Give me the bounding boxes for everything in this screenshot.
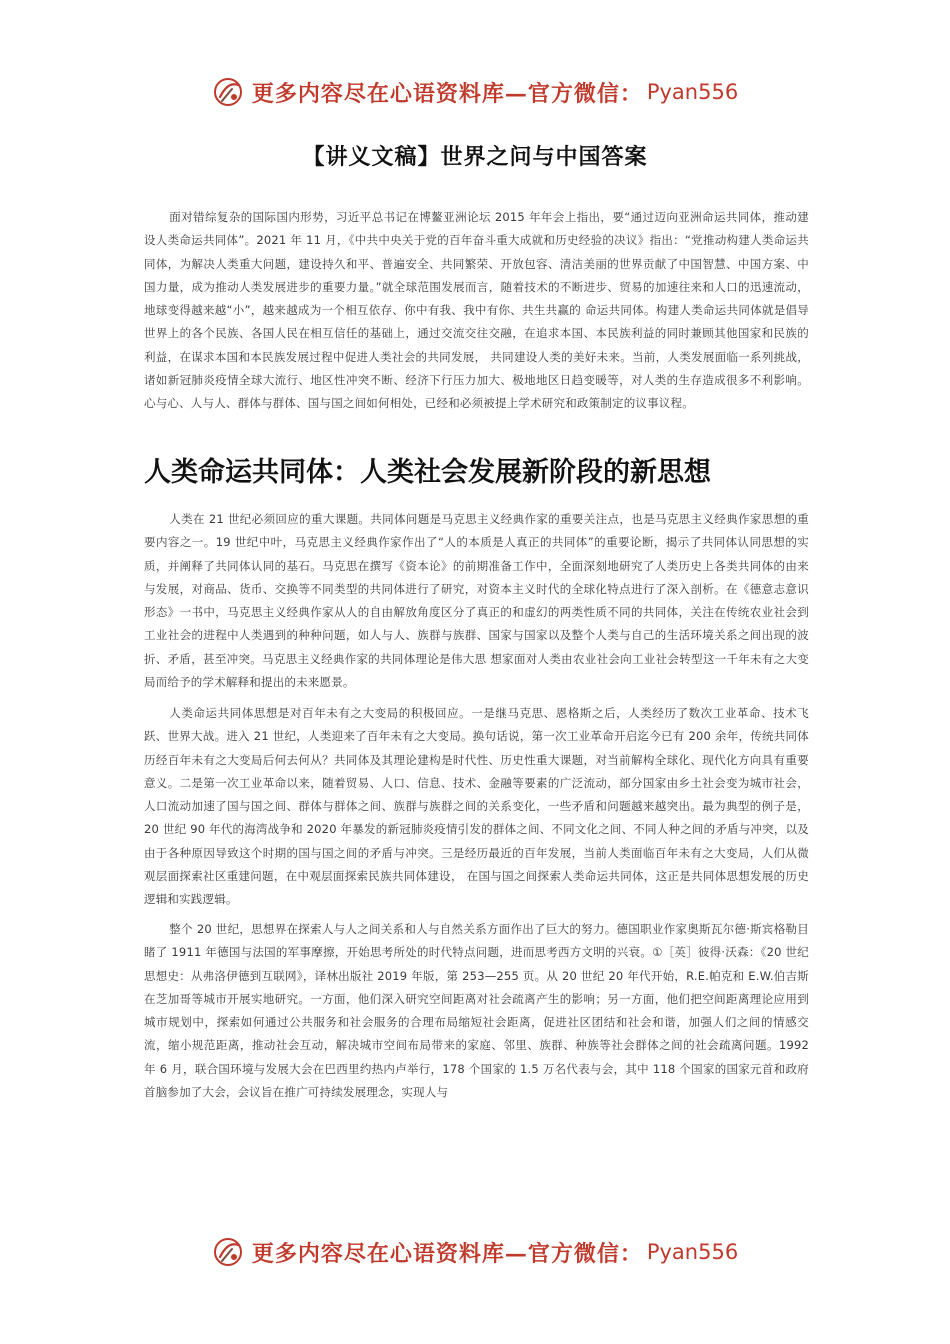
paragraph-block-3 (144, 702, 809, 912)
intro-paragraph-block (144, 206, 809, 416)
brand-logo-icon (212, 1235, 246, 1269)
banner-text: 更多内容尽在心语资料库—官方微信： (251, 1240, 643, 1267)
banner-text: 更多内容尽在心语资料库—官方微信： (251, 80, 643, 107)
paragraph-2: 人类在 21 世纪必须回应的重大课题。共同体问题是马克思主义经典作家的重要关注点，也是马克思主义经典作家思想的重要内容之一。19 世纪中叶，马克思主义经典作家作出了“人的本质是人真正的共同体”的重要论断，揭示了共同体认同思想的实质，并阐释了共同体认同的基石。马克思在撰写《资本论》的前期准备工作中，全面深刻地研究了人类历史上各类共同体的由来与发展，对商品、货币、交换等不同类型的共同体进行了研究，对资本主义时代的全球化特点进行了深入剖析。在《德意志意识形态》一书中，马克思主义经典作家从人的自由解放角度区分了真正的和虚幻的两类性质不同的共同体，关注在传统农业社会到工业社会的进程中人类遇到的种种问题，如人与人、族群与族群、国家与国家以及整个人类与自己的生活环境关系之间出现的波折、矛盾，甚至冲突。马克思主义经典作家的共同体理论是伟大思 想家面对人类由农业社会向工业社会转型这一千年未有之大变局而给予的学术解释和提出的未来愿景。 (144, 512, 809, 690)
paragraph-4: 整个 20 世纪，思想界在探索人与人之间关系和人与自然关系方面作出了巨大的努力。德国职业作家奥斯瓦尔德·斯宾格勒目睹了 1911 年德国与法国的军事摩擦，开始思考所处的时代特点问题，进而思考西方文明的兴衰。①［英］彼得·沃森：《20 世纪思想史：从弗洛伊德到互联网》，译林出版社 2019 年版，第 253—255 页。从 20 世纪 20 年代开始，R.E.帕克和 E.W.伯吉斯在芝加哥等城市开展实地研究。一方面，他们深入研究空间距离对社会疏离产生的影响；另一方面，他们把空间距离理论应用到城市规划中，探索如何通过公共服务和社会服务的合理布局缩短社会距离，促进社区团结和社会和谐，加强人们之间的情感交流，缩小规范距离，推动社会互动，解决城市空间布局带来的家庭、邻里、族群、种族等社会群体之间的社会疏离问题。1992 年 6 月，联合国环境与发展大会在巴西里约热内卢举行，178 个国家的 1.5 万名代表与会，其中 118 个国家的国家元首和政府首脑参加了大会，会议旨在推广可持续发展理念，实现人与 (144, 922, 809, 1100)
footer-banner (0, 1232, 950, 1272)
banner-wechat-id: Pyan556 (646, 80, 739, 104)
header-banner (0, 72, 950, 112)
paragraph-3: 人类命运共同体思想是对百年未有之大变局的积极回应。一是继马克思、恩格斯之后，人类经历了数次工业革命、技术飞跃、世界大战。进入 21 世纪，人类迎来了百年未有之大变局。换句话说，第一次工业革命开启迄今已有 200 余年，传统共同体历经百年未有之大变局后何去何从？共同体及其理论建构是时代性、历史性重大课题，对当前解构全球化、现代化方向具有重要意义。二是第一次工业革命以来，随着贸易、人口、信息、技术、金融等要素的广泛流动，部分国家由乡土社会变为城市社会，人口流动加速了国与国之间、群体与群体之间、族群与族群之间的关系变化，一些矛盾和问题越来越突出。最为典型的例子是，20 世纪 90 年代的海湾战争和 2020 年暴发的新冠肺炎疫情引发的群体之间、不同文化之间、不同人种之间的矛盾与冲突，以及由于各种原因导致这个时期的国与国之间的矛盾与冲突。三是经历最近的百年发展，当前人类面临百年未有之大变局，人们从微观层面探索社区重建问题，在中观层面探索民族共同体建设， 在国与国之间探索人类命运共同体，这正是共同体思想发展的历史逻辑和实践逻辑。 (144, 706, 809, 907)
paragraph-1: 面对错综复杂的国际国内形势，习近平总书记在博鳌亚洲论坛 2015 年年会上指出，要“通过迈向亚洲命运共同体，推动建设人类命运共同体”。2021 年 11 月，《中共中央关于党的百年奋斗重大成就和历史经验的决议》指出：“党推动构建人类命运共同体，为解决人类重大问题，建设持久和平、普遍安全、共同繁荣、开放包容、清洁美丽的世界贡献了中国智慧、中国方案、中国力量，成为推动人类发展进步的重要力量。”就全球范围发展而言，随着技术的不断进步、贸易的加速往来和人口的迅速流动，地球变得越来越“小”，越来越成为一个相互依存、你中有我、我中有你、共生共赢的 命运共同体。构建人类命运共同体就是倡导世界上的各个民族、各国人民在相互信任的基础上，通过交流交往交融，在追求本国、本民族利益的同时兼顾其他国家和民族的利益，在谋求本国和本民族发展过程中促进人类社会的共同发展， 共同建设人类的美好未来。当前，人类发展面临一系列挑战，诸如新冠肺炎疫情全球大流行、地区性冲突不断、经济下行压力加大、极地地区日趋变暖等，对人类的生存造成很多不利影响。心与心、人与人、群体与群体、国与国之间如何相处，已经和必须被提上学术研究和政策制定的议事议程。 (144, 210, 809, 411)
brand-logo-icon (212, 75, 246, 109)
paragraph-block-4 (144, 918, 809, 1104)
banner-wechat-id: Pyan556 (646, 1240, 739, 1264)
section-heading: 人类命运共同体：人类社会发展新阶段的新思想 (144, 457, 711, 488)
paragraph-block-2 (144, 508, 809, 694)
document-title: 【讲义文稿】世界之问与中国答案 (302, 145, 648, 170)
